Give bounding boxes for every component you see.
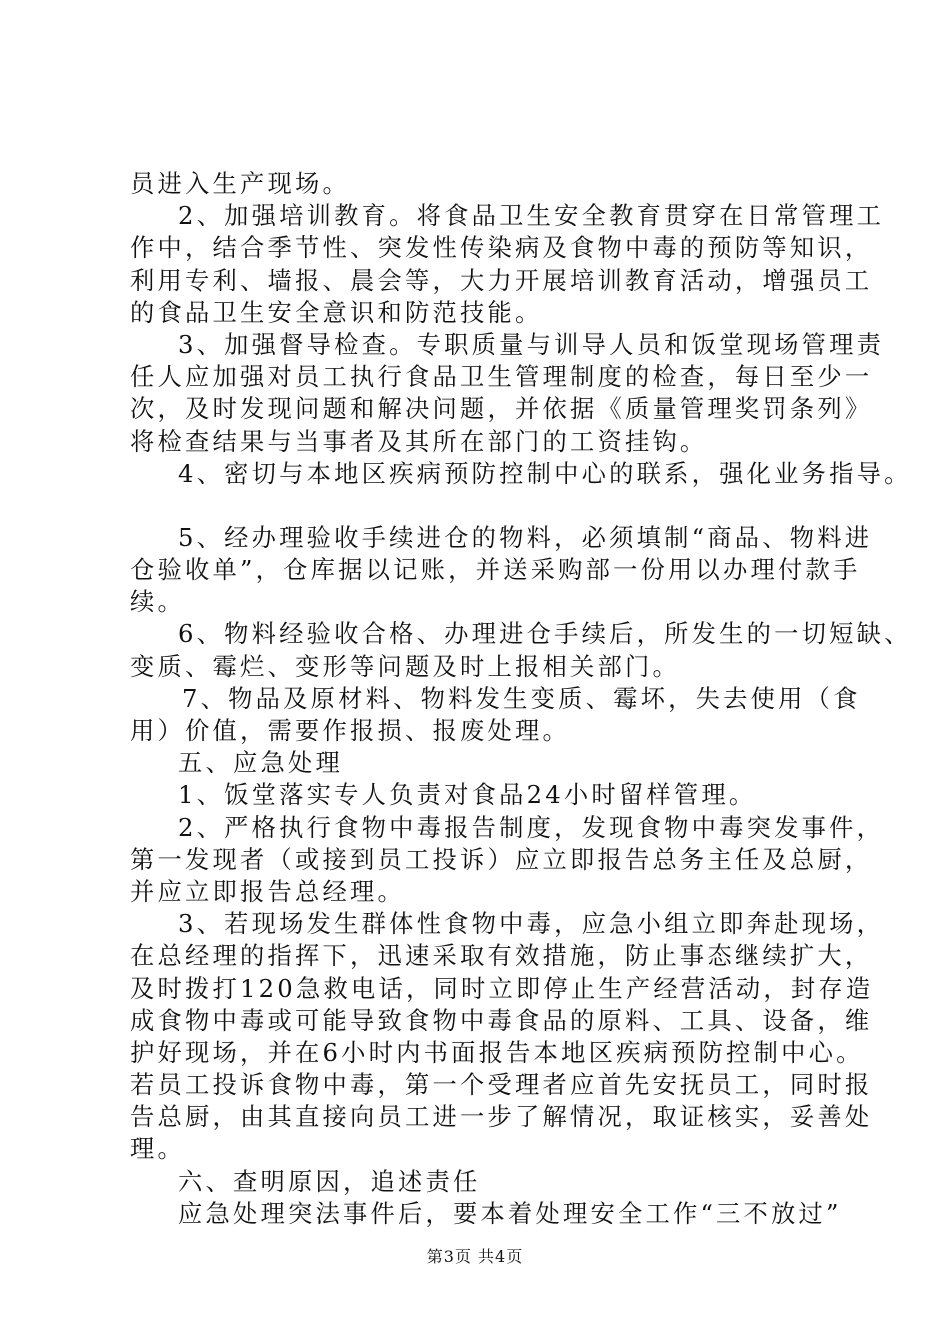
text-line: 2、严格执行食物中毒报告制度，发现食物中毒突发事件， xyxy=(178,812,885,842)
text-line: 利用专利、墙报、晨会等，大力开展培训教育活动，增强员工 xyxy=(130,265,873,295)
text-line: 7、物品及原材料、物料发生变质、霉坏，失去使用（食 xyxy=(182,683,861,713)
text-line: 次，及时发现问题和解决问题，并依据《质量管理奖罚条列》 xyxy=(130,394,873,424)
text-line: 6、物料经验收合格、办理进仓手续后，所发生的一切短缺、 xyxy=(178,619,912,649)
text-line: 第一发现者（或接到员工投诉）应立即报告总务主任及总厨， xyxy=(130,844,873,874)
text-line: 续。 xyxy=(130,587,185,617)
section-heading: 六、查明原因，追述责任 xyxy=(178,1166,481,1196)
text-line: 2、加强培训教育。将食品卫生安全教育贯穿在日常管理工 xyxy=(178,201,885,231)
text-line: 3、若现场发生群体性食物中毒，应急小组立即奔赴现场， xyxy=(178,909,885,939)
text-line: 5、经办理验收手续进仓的物料，必须填制“商品、物料进 xyxy=(178,522,873,552)
text-line: 将检查结果与当事者及其所在部门的工资挂钩。 xyxy=(130,426,708,456)
text-line: 3、加强督导检查。专职质量与训导人员和饭堂现场管理责 xyxy=(178,329,885,359)
text-line: 变质、霉烂、变形等问题及时上报相关部门。 xyxy=(130,651,680,681)
blank-line xyxy=(130,490,850,522)
text-line: 及时拨打120急救电话，同时立即停止生产经营活动，封存造 xyxy=(130,973,874,1003)
text-line: 成食物中毒或可能导致食物中毒食品的原料、工具、设备，维 xyxy=(130,1005,873,1035)
text-line: 4、密切与本地区疾病预防控制中心的联系，强化业务指导。 xyxy=(178,458,912,488)
page-number-footer: 第3页 共4页 xyxy=(426,1247,524,1266)
text-line: 并应立即报告总经理。 xyxy=(130,876,405,906)
section-heading: 五、应急处理 xyxy=(178,748,343,778)
text-line: 员进入生产现场。 xyxy=(130,169,350,198)
text-line: 应急处理突法事件后，要本着处理安全工作“三不放过” xyxy=(178,1198,842,1228)
text-line: 在总经理的指挥下，迅速采取有效措施，防止事态继续扩大， xyxy=(130,941,873,971)
text-line: 的食品卫生安全意识和防范技能。 xyxy=(130,297,543,327)
text-line: 护好现场，并在6小时内书面报告本地区疾病预防控制中心。 xyxy=(130,1037,864,1067)
document-body xyxy=(130,168,912,1230)
text-line: 理。 xyxy=(130,1134,185,1164)
text-line: 任人应加强对员工执行食品卫生管理制度的检查，每日至少一 xyxy=(130,362,873,392)
text-line: 仓验收单”，仓库据以记账，并送采购部一份用以办理付款手 xyxy=(130,555,861,585)
text-line: 作中，结合季节性、突发性传染病及食物中毒的预防等知识， xyxy=(130,233,873,263)
text-line: 若员工投诉食物中毒，第一个受理者应首先安抚员工，同时报 xyxy=(130,1070,873,1100)
text-line: 告总厨，由其直接向员工进一步了解情况，取证核实，妥善处 xyxy=(130,1102,873,1132)
text-line: 用）价值，需要作报损、报废处理。 xyxy=(130,716,570,745)
text-line: 1、饭堂落实专人负责对食品24小时留样管理。 xyxy=(178,780,757,810)
